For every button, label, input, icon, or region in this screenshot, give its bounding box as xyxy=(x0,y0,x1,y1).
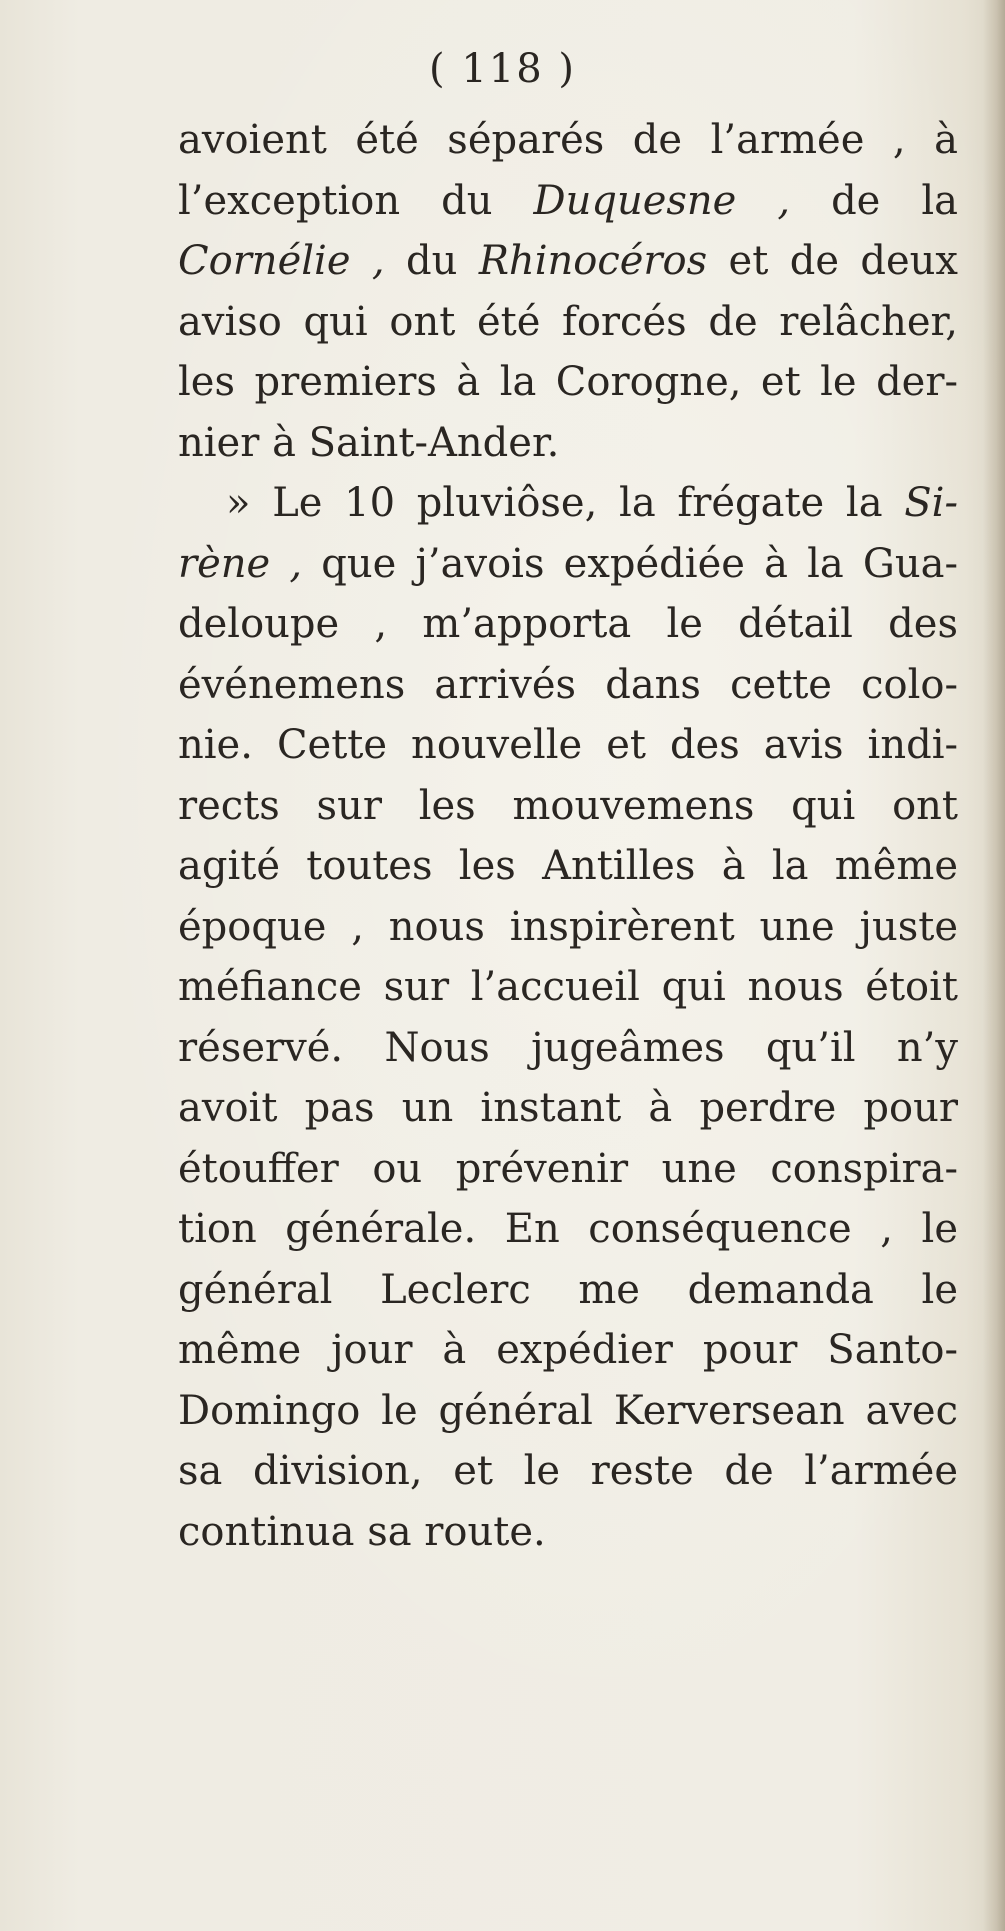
text-line: les premiers à la Corogne, et le der- xyxy=(178,359,958,405)
text-line: deloupe , m’apporta le détail des xyxy=(178,601,958,647)
text-line: sa division, et le reste de l’armée xyxy=(178,1448,958,1494)
ship-name: Cornélie , xyxy=(178,238,385,284)
text-line: agité toutes les Antilles à la même xyxy=(178,843,958,889)
text-line: rects sur les mouvemens qui ont xyxy=(178,782,958,829)
text-line: méfiance sur l’accueil qui nous étoit xyxy=(178,964,958,1010)
text-line: avoit pas un instant à perdre pour xyxy=(178,1085,958,1131)
text-line: général Leclerc me demanda le xyxy=(178,1266,958,1313)
ship-name: Rhinocéros xyxy=(478,238,708,284)
text-line: tion générale. En conséquence , le xyxy=(178,1206,958,1252)
ship-name: rène , xyxy=(178,540,303,587)
text-line: étouffer ou prévenir une conspira- xyxy=(178,1145,958,1192)
text-line: rène , que j’avois expédiée à la Gua- xyxy=(178,540,959,587)
text-line: Domingo le général Kerversean avec xyxy=(178,1387,958,1434)
text-line: l’exception du Duquesne , de la xyxy=(178,177,959,224)
page-gutter-shadow xyxy=(983,0,1005,1931)
text-line: aviso qui ont été forcés de relâcher, xyxy=(178,298,958,345)
text-line: réservé. Nous jugeâmes qu’il n’y xyxy=(178,1024,958,1071)
ship-name: Si- xyxy=(904,480,958,526)
text-line: Cornélie , du Rhinocéros et de deux xyxy=(178,238,958,284)
body-text xyxy=(178,110,958,1562)
text-line: continua sa route. xyxy=(178,1508,546,1555)
text-line: nie. Cette nouvelle et des avis indi- xyxy=(178,722,958,768)
paragraph-start-line: » Le 10 pluviôse, la frégate la Si- xyxy=(226,480,958,526)
text-line: événemens arrivés dans cette colo- xyxy=(178,661,958,708)
page-number: ( 118 ) xyxy=(429,46,576,92)
text-line: avoient été séparés de l’armée , à xyxy=(178,117,958,163)
text-line: même jour à expédier pour Santo- xyxy=(178,1327,958,1373)
ship-name: Duquesne , xyxy=(533,177,791,224)
text-line: nier à Saint-Ander. xyxy=(178,419,560,466)
text-line: époque , nous inspirèrent une juste xyxy=(178,903,958,950)
